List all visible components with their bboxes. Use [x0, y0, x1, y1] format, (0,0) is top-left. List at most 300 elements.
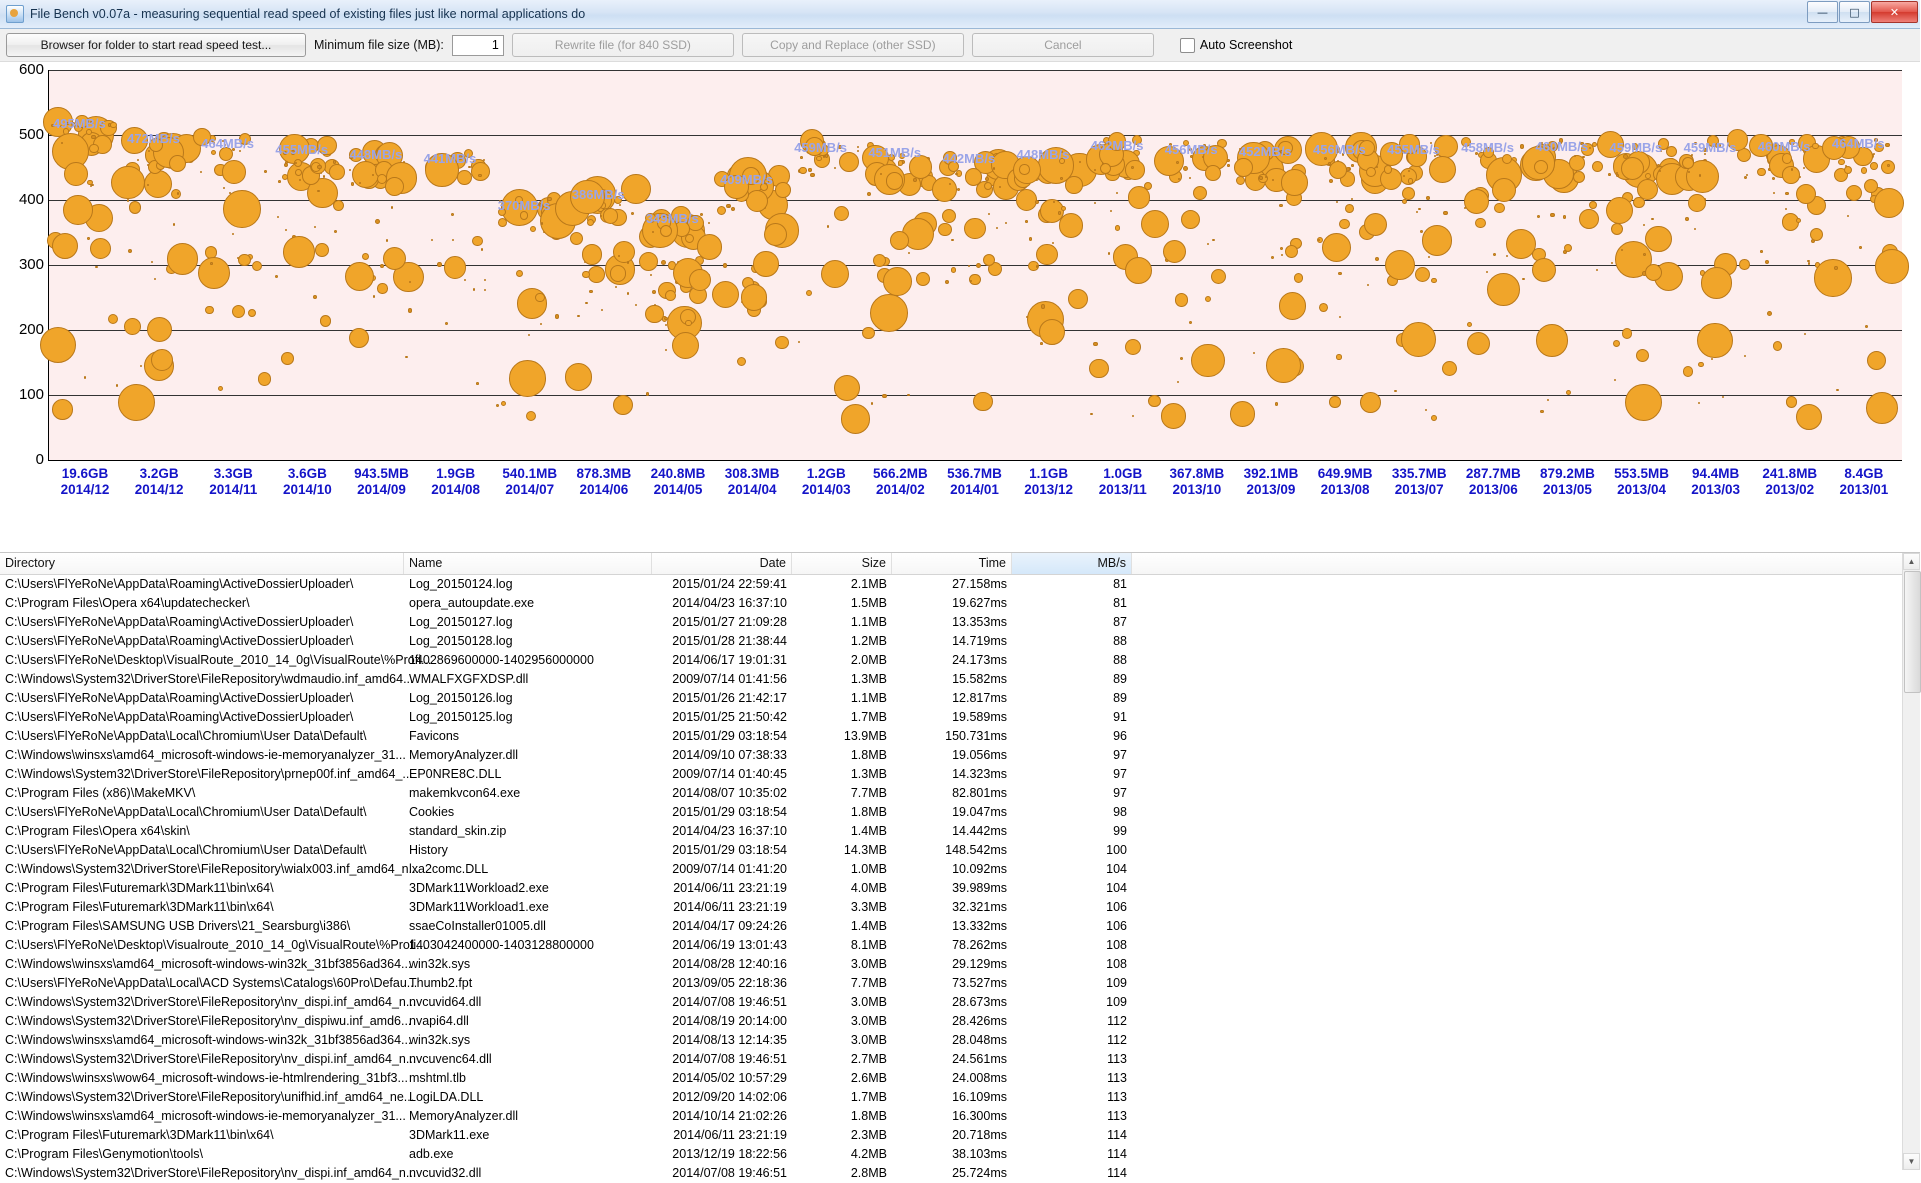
cell-time: 27.158ms	[952, 577, 1007, 591]
cell-date: 2015/01/29 03:18:54	[672, 805, 787, 819]
table-row[interactable]	[0, 746, 1920, 765]
chart-bubble	[1141, 210, 1169, 238]
chart-bubble	[1711, 358, 1713, 360]
y-tick-label: 300	[18, 256, 44, 273]
cell-directory: C:\Users\FlYeRoNe\Desktop\VisualRoute_2010_14_0g\VisualRoute\%Profi...	[5, 653, 432, 667]
chart-bubble	[373, 295, 375, 297]
chart-bubble	[264, 170, 267, 173]
chart-x-size: 540.1MB	[502, 466, 558, 481]
chart-bubble	[1279, 204, 1283, 208]
chart-bubble	[1573, 171, 1585, 183]
chart-bubble	[313, 295, 317, 299]
cell-mbs: 112	[1107, 1033, 1127, 1047]
chart-bubble	[834, 206, 849, 221]
chart-x-label	[1012, 466, 1086, 498]
chart-bubble	[444, 256, 467, 279]
chart-x-label	[122, 466, 196, 498]
cell-size: 3.0MB	[850, 1033, 887, 1047]
chart-bubble	[124, 318, 141, 335]
chart-x-label	[789, 466, 863, 498]
chart-bubble	[665, 349, 667, 351]
chart-bubble	[631, 212, 634, 215]
chart-bubble	[1193, 186, 1207, 200]
chart-bubble	[615, 286, 617, 288]
chart-bubble	[708, 222, 710, 224]
cell-date: 2014/04/23 16:37:10	[672, 596, 787, 610]
cell-size: 1.7MB	[850, 1090, 887, 1104]
chart-bubble	[1426, 196, 1430, 200]
cell-size: 1.8MB	[850, 1109, 887, 1123]
table-row[interactable]	[0, 822, 1920, 841]
chart-bubble	[1040, 342, 1043, 345]
chart-bubble	[1271, 256, 1275, 260]
chart-bubble	[111, 166, 144, 199]
column-header-time[interactable]: Time	[892, 553, 1012, 574]
chart-x-label	[1605, 466, 1679, 498]
chart-bubble	[570, 232, 583, 245]
cell-directory: C:\Users\FlYeRoNe\AppData\Local\Chromium\User Data\Default\	[5, 805, 367, 819]
cell-time: 73.527ms	[952, 976, 1007, 990]
chart-bubble	[1189, 321, 1192, 324]
cell-date: 2014/07/08 19:46:51	[672, 995, 787, 1009]
scroll-thumb[interactable]	[1904, 571, 1921, 693]
cell-time: 24.173ms	[952, 653, 1007, 667]
chart-bubble	[137, 159, 139, 161]
table-row[interactable]	[0, 670, 1920, 689]
chart-bubble	[665, 290, 676, 301]
cell-directory: C:\Windows\System32\DriverStore\FileRepository\unifhid.inf_amd64_ne...	[5, 1090, 415, 1104]
chart-bubble	[973, 392, 992, 411]
chart-bubble	[1401, 322, 1436, 357]
chart-bubble	[890, 231, 909, 250]
table-row[interactable]	[0, 879, 1920, 898]
column-header-mbs[interactable]: MB/s	[1012, 553, 1132, 574]
table-row[interactable]	[0, 1126, 1920, 1145]
chart-speed-label: 458MB/s	[1461, 140, 1515, 156]
cell-time: 38.103ms	[952, 1147, 1007, 1161]
cell-directory: C:\Users\FlYeRoNe\AppData\Roaming\ActiveDossierUploader\	[5, 634, 354, 648]
chart-bubble	[1859, 246, 1862, 249]
table-row[interactable]	[0, 993, 1920, 1012]
chart-bubble	[993, 167, 996, 170]
cell-directory: C:\Program Files\Genymotion\tools\	[5, 1147, 203, 1161]
chart-bubble	[1870, 162, 1878, 170]
chart-bubble	[1429, 156, 1456, 183]
table-row[interactable]	[0, 1164, 1920, 1183]
app-icon	[6, 5, 24, 23]
chart-bubble	[1227, 164, 1229, 166]
table-row[interactable]	[0, 689, 1920, 708]
cell-date: 2012/09/20 14:02:06	[672, 1090, 787, 1104]
table-row[interactable]	[0, 955, 1920, 974]
chart-bubble	[1622, 328, 1632, 338]
chart-bubble	[1181, 210, 1201, 230]
chart-bubble	[1616, 172, 1618, 174]
cell-size: 4.2MB	[850, 1147, 887, 1161]
table-row[interactable]	[0, 803, 1920, 822]
chart-bubble	[1563, 215, 1567, 219]
cell-size: 2.1MB	[850, 577, 887, 591]
chart-bubble	[1431, 415, 1437, 421]
chart-bubble	[516, 270, 523, 277]
chart-x-label	[344, 466, 418, 498]
cell-directory: C:\Users\FlYeRoNe\AppData\Local\Chromium\User Data\Default\	[5, 729, 367, 743]
cell-name: win32k.sys	[409, 1033, 471, 1047]
chart-x-size: 878.3MB	[576, 466, 632, 481]
cell-size: 2.3MB	[850, 1128, 887, 1142]
chart-bubble	[1596, 269, 1598, 271]
chart-x-label	[419, 466, 493, 498]
chart-bubble	[232, 233, 234, 235]
chart-bubble	[1418, 208, 1421, 211]
chart-bubble	[1722, 396, 1724, 398]
chart-x-label	[1679, 466, 1753, 498]
chart-bubble	[1294, 273, 1303, 282]
chart-bubble	[140, 365, 142, 367]
chart-x-date: 2014/03	[801, 482, 851, 497]
minimize-button[interactable]: —	[1807, 1, 1838, 23]
chart-bubble	[457, 170, 472, 185]
chart-bubble	[808, 168, 811, 171]
chart-bubble	[1685, 217, 1689, 221]
table-row[interactable]	[0, 1069, 1920, 1088]
cell-date: 2009/07/14 01:41:20	[672, 862, 787, 876]
chart-bubble	[1773, 192, 1775, 194]
chart-bubble	[1089, 359, 1109, 379]
results-table	[0, 552, 1920, 1180]
chart-x-size: 3.3GB	[213, 466, 253, 481]
chart-bubble	[1191, 344, 1224, 377]
cell-name: 3DMark11Workload1.exe	[409, 900, 549, 914]
chart-x-size: 392.1MB	[1243, 466, 1299, 481]
cell-name: lxa2comc.DLL	[409, 862, 489, 876]
cell-mbs: 109	[1106, 995, 1127, 1009]
chart-bubble	[258, 372, 271, 385]
table-row[interactable]	[0, 1031, 1920, 1050]
cell-size: 8.1MB	[850, 938, 887, 952]
chart-bubble	[52, 233, 78, 259]
cell-mbs: 99	[1113, 824, 1127, 838]
chart-bubble	[1765, 260, 1769, 264]
cell-time: 15.582ms	[952, 672, 1007, 686]
cell-time: 14.323ms	[952, 767, 1007, 781]
cell-size: 1.3MB	[850, 767, 887, 781]
table-row[interactable]	[0, 594, 1920, 613]
cell-time: 148.542ms	[945, 843, 1007, 857]
chart-speed-label: 370MB/s	[497, 197, 551, 213]
cell-date: 2015/01/25 21:50:42	[672, 710, 787, 724]
cell-time: 12.817ms	[952, 691, 1007, 705]
cell-size: 3.0MB	[850, 1014, 887, 1028]
chart-bubble	[1428, 256, 1431, 259]
table-row[interactable]	[0, 898, 1920, 917]
chart-bubble	[1345, 204, 1354, 213]
table-row[interactable]	[0, 917, 1920, 936]
table-row[interactable]	[0, 613, 1920, 632]
cell-mbs: 108	[1106, 938, 1127, 952]
chart-x-label	[641, 466, 715, 498]
chart-speed-label: 495MB/s	[53, 116, 106, 132]
cell-directory: C:\Program Files (x86)\MakeMKV\	[5, 786, 196, 800]
cell-size: 1.7MB	[850, 710, 887, 724]
cell-name: Log_20150125.log	[409, 710, 513, 724]
chart-bubble	[1375, 257, 1379, 261]
cell-name: nvcuvid32.dll	[409, 1166, 482, 1180]
table-row[interactable]	[0, 784, 1920, 803]
cell-size: 3.3MB	[850, 900, 887, 914]
chart-bubble	[970, 280, 972, 282]
column-header-name[interactable]: Name	[404, 553, 652, 574]
chart-x-date: 2013/09	[1246, 482, 1296, 497]
chart-speed-label: 441MB/s	[423, 151, 477, 167]
column-header-size[interactable]: Size	[792, 553, 892, 574]
chart-speed-label: 464MB/s	[201, 136, 254, 152]
chart-bubble	[664, 317, 667, 320]
table-row[interactable]	[0, 632, 1920, 651]
chart-bubble	[1744, 355, 1746, 357]
cell-directory: C:\Windows\winsxs\amd64_microsoft-windows-win32k_31bf3856ad364...	[5, 957, 412, 971]
chart-bubble	[1236, 176, 1245, 185]
chart-bubble	[1443, 211, 1447, 215]
cell-directory: C:\Program Files\Futuremark\3DMark11\bin\x64\	[5, 900, 274, 914]
chart-x-date: 2013/08	[1320, 482, 1370, 497]
scroll-down-arrow[interactable]: ▼	[1903, 1153, 1920, 1170]
chart-bubble	[600, 215, 602, 217]
chart-bubble	[1125, 339, 1141, 355]
chart-x-size: 553.5MB	[1614, 466, 1669, 481]
table-row[interactable]	[0, 765, 1920, 784]
chart-bubble	[646, 392, 649, 395]
chart-bubble	[173, 223, 175, 225]
cell-time: 14.442ms	[952, 824, 1007, 838]
chart-bubble	[1844, 166, 1852, 174]
chart-x-label	[1827, 466, 1901, 498]
chart-bubble	[723, 263, 727, 267]
min-file-size-input[interactable]	[452, 35, 504, 56]
table-scrollbar[interactable]	[1902, 553, 1920, 1170]
chart-bubble	[1385, 250, 1416, 281]
chart-bubble	[1579, 209, 1599, 229]
chart-bubble	[1266, 348, 1301, 383]
chart-bubble	[1698, 402, 1700, 404]
chart-bubble	[1808, 262, 1810, 264]
cell-time: 28.048ms	[952, 1033, 1007, 1047]
chart-bubble	[1005, 222, 1007, 224]
chart-bubble	[1467, 332, 1490, 355]
cell-mbs: 97	[1113, 748, 1127, 762]
chart-bubble	[1205, 165, 1221, 181]
cell-date: 2014/10/14 21:02:26	[672, 1109, 787, 1123]
cell-date: 2014/04/17 09:24:26	[672, 919, 787, 933]
chart-speed-label: 452MB/s	[1238, 144, 1292, 160]
chart-bubble	[1068, 289, 1088, 309]
chart-bubble	[1810, 228, 1823, 241]
table-row[interactable]	[0, 1050, 1920, 1069]
chart-bubble	[870, 294, 908, 332]
chart-bubble	[964, 218, 985, 239]
chart-bubble	[951, 239, 953, 241]
chart-bubble	[1773, 341, 1783, 351]
cell-name: Cookies	[409, 805, 455, 819]
chart-bubble	[1812, 143, 1818, 149]
cancel-button[interactable]: Cancel	[972, 33, 1154, 57]
chart-bubble	[1651, 218, 1654, 221]
chart-bubble	[613, 395, 633, 415]
chart-bubble	[386, 239, 388, 241]
gridline-600	[49, 70, 1902, 71]
chart-speed-label: 448MB/s	[349, 146, 403, 162]
chart-bubble	[1115, 225, 1121, 231]
chart-bubble	[582, 244, 602, 264]
chart-bubble	[1767, 311, 1772, 316]
chart-x-size: 287.7MB	[1465, 466, 1521, 481]
chart-bubble	[1275, 402, 1278, 405]
chart-bubble	[252, 261, 262, 271]
cell-mbs: 113	[1107, 1052, 1127, 1066]
table-row[interactable]	[0, 1088, 1920, 1107]
chart-x-date: 2013/10	[1172, 482, 1222, 497]
chart-bubble	[916, 272, 930, 286]
table-row[interactable]	[0, 936, 1920, 955]
chart-x-size: 241.8MB	[1762, 466, 1818, 481]
chart-bubble	[1814, 259, 1851, 296]
chart-bubble	[128, 249, 132, 253]
close-button[interactable]: ✕	[1871, 1, 1918, 23]
chart-bubble	[351, 182, 354, 185]
chart-bubble	[635, 304, 637, 306]
table-row[interactable]	[0, 727, 1920, 746]
chart-bubble	[1035, 200, 1039, 204]
table-row[interactable]	[0, 708, 1920, 727]
chart-bubble	[1697, 323, 1733, 359]
maximize-button[interactable]: □	[1839, 1, 1870, 23]
cell-date: 2014/06/11 23:21:19	[673, 1128, 787, 1142]
chart-x-label	[715, 466, 789, 498]
cell-size: 2.8MB	[850, 1166, 887, 1180]
table-row[interactable]	[0, 974, 1920, 993]
cell-size: 1.2MB	[850, 634, 887, 648]
y-tick-label: 500	[18, 126, 44, 143]
chart-bubble	[601, 309, 603, 311]
chart-speed-label: 464MB/s	[1831, 136, 1885, 152]
chart-bubble	[1442, 361, 1457, 376]
browse-folder-button[interactable]: Browser for folder to start read speed test...	[6, 33, 306, 57]
chart-bubble	[672, 332, 699, 359]
chart-bubble	[1589, 201, 1597, 209]
table-row[interactable]	[0, 1012, 1920, 1031]
chart-x-date: 2013/07	[1394, 482, 1444, 497]
table-row[interactable]	[0, 651, 1920, 670]
table-row[interactable]	[0, 1107, 1920, 1126]
chart-bubble	[857, 146, 859, 148]
chart-x-size: 1.9GB	[436, 466, 476, 481]
chart-bubble	[1621, 249, 1623, 251]
cell-directory: C:\Users\FlYeRoNe\AppData\Local\ACD Systems\Catalogs\60Pro\Defau...	[5, 976, 418, 990]
chart-bubble	[1100, 163, 1111, 174]
column-header-directory[interactable]: Directory	[0, 553, 404, 574]
chart-bubble	[976, 263, 981, 268]
window-title: File Bench v0.07a - measuring sequential read speed of existing files just like normal applications do	[30, 7, 586, 21]
cell-date: 2015/01/26 21:42:17	[672, 691, 787, 705]
chart-x-size: 19.6GB	[61, 466, 109, 481]
chart-bubble	[938, 223, 952, 237]
chart-bubble	[1866, 392, 1898, 424]
chart-bubble	[61, 142, 63, 144]
chart-x-date: 2014/06	[579, 482, 629, 497]
chart-bubble	[372, 174, 374, 176]
table-row[interactable]	[0, 841, 1920, 860]
chart-bubble	[1416, 211, 1418, 213]
chart-speed-label: 459MB/s	[794, 139, 847, 155]
cell-date: 2014/06/11 23:21:19	[673, 900, 787, 914]
copy-replace-button[interactable]: Copy and Replace (other SSD)	[742, 33, 964, 57]
auto-screenshot-checkbox-wrap[interactable]	[1180, 38, 1292, 53]
chart-bubble	[1207, 243, 1209, 245]
chart-bubble	[1211, 269, 1227, 285]
table-row[interactable]	[0, 575, 1920, 594]
scroll-up-arrow[interactable]: ▲	[1903, 553, 1920, 570]
chart-bubble	[1564, 244, 1572, 252]
chart-bubble	[1415, 267, 1430, 282]
cell-name: Log_20150126.log	[409, 691, 513, 705]
chart-bubble	[1786, 396, 1798, 408]
chart-bubble	[1464, 189, 1489, 214]
chart-bubble	[685, 320, 692, 327]
chart-bubble	[862, 327, 874, 339]
chart-bubble	[148, 150, 150, 152]
chart-bubble	[63, 195, 93, 225]
chart-x-label	[196, 466, 270, 498]
chart-bubble	[1364, 213, 1387, 236]
table-row[interactable]	[0, 860, 1920, 879]
chart-bubble	[1666, 146, 1677, 157]
chart-bubble	[509, 360, 546, 397]
cell-directory: C:\Windows\System32\DriverStore\FileRepository\wdmaudio.inf_amd64...	[5, 672, 414, 686]
chart-bubble	[1698, 362, 1703, 367]
cell-name: win32k.sys	[409, 957, 471, 971]
chart-bubble	[1881, 160, 1895, 174]
auto-screenshot-checkbox[interactable]	[1180, 38, 1195, 53]
chart-bubble	[1285, 245, 1298, 258]
chart-x-date: 2014/05	[653, 482, 703, 497]
chart-bubble	[275, 275, 278, 278]
chart-bubble	[565, 363, 592, 390]
cell-mbs: 81	[1113, 577, 1127, 591]
cell-name: MemoryAnalyzer.dll	[409, 748, 519, 762]
chart-bubble	[1796, 404, 1822, 430]
cell-mbs: 98	[1113, 805, 1127, 819]
chart-bubble	[1402, 199, 1407, 204]
chart-bubble	[913, 178, 917, 182]
rewrite-file-button[interactable]: Rewrite file (for 840 SSD)	[512, 33, 734, 57]
table-row[interactable]	[0, 1145, 1920, 1164]
chart-bubble	[315, 243, 329, 257]
cell-time: 19.589ms	[952, 710, 1007, 724]
cell-name: 3DMark11Workload2.exe	[409, 881, 549, 895]
chart-bubble	[932, 177, 957, 202]
chart-bubble	[281, 352, 293, 364]
cell-mbs: 97	[1113, 786, 1127, 800]
chart-bubble	[955, 173, 957, 175]
cell-time: 20.718ms	[952, 1128, 1007, 1142]
chart-bubble	[1867, 351, 1886, 370]
chart-bubble	[127, 199, 130, 202]
chart-bubble	[476, 382, 479, 385]
chart-x-size: 3.2GB	[139, 466, 179, 481]
cell-date: 2014/09/10 07:38:33	[672, 748, 787, 762]
column-header-date[interactable]: Date	[652, 553, 792, 574]
chart-bubble	[1760, 250, 1763, 253]
